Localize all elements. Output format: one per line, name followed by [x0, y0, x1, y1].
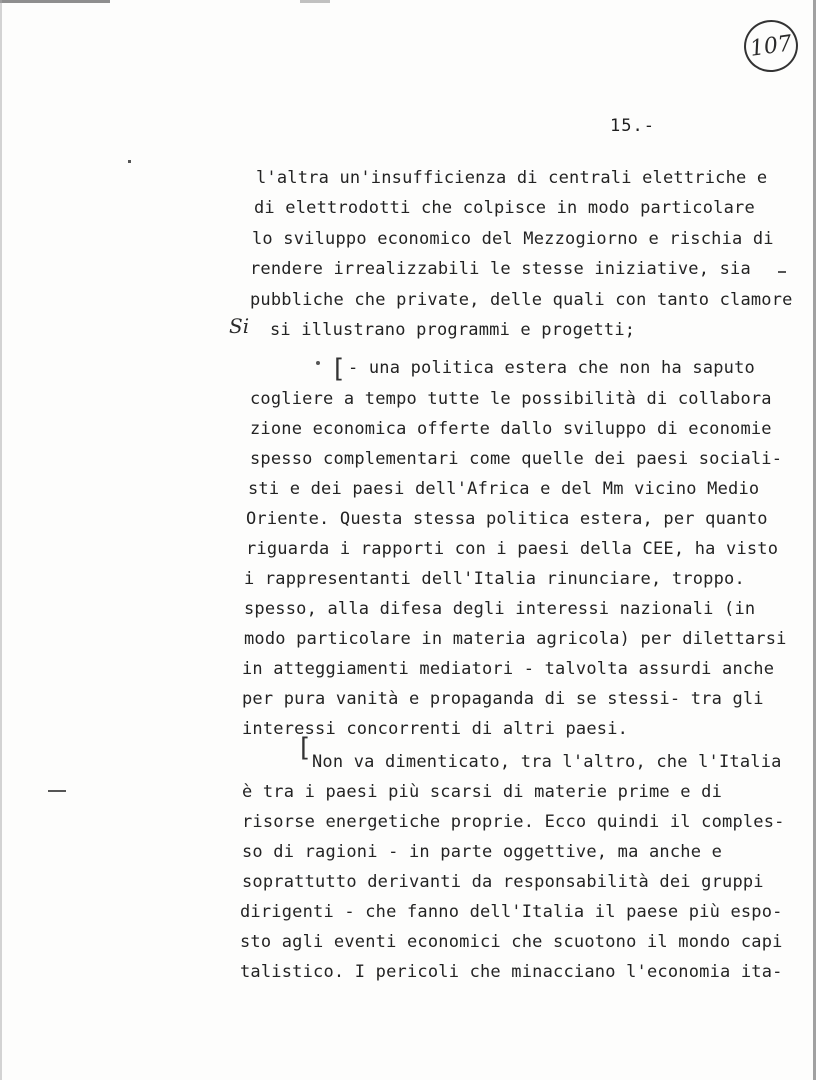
stamp-number: 107 — [748, 30, 794, 62]
margin-dash — [48, 790, 66, 792]
text-line: per pura vanità e propaganda di se stessi- tra gli — [242, 689, 764, 709]
margin-dash — [778, 271, 786, 273]
text-line: di elettrodotti che colpisce in modo particolare — [254, 198, 755, 218]
text-line: in atteggiamenti mediatori - talvolta assurdi anche — [242, 659, 775, 679]
text-line: - una politica estera che non ha saputo — [348, 358, 755, 378]
text-line: si illustrano programmi e progetti; — [270, 320, 636, 340]
text-line: Non va dimenticato, tra l'altro, che l'Italia — [312, 752, 782, 772]
paragraph-bracket: [ — [300, 733, 311, 763]
text-line: soprattutto derivanti da responsabilità dei gruppi — [242, 872, 764, 892]
text-line: spesso, alla difesa degli interessi nazionali (in — [244, 599, 756, 619]
margin-dot — [316, 361, 320, 365]
handwritten-margin-note: Si — [229, 314, 250, 338]
text-line: Oriente. Questa stessa politica estera, per quanto — [246, 509, 768, 529]
text-line: zione economica offerte dallo sviluppo di economie — [250, 419, 772, 439]
text-line: so di ragioni - in parte oggettive, ma anche e — [242, 842, 723, 862]
paragraph-bracket: [ — [334, 354, 345, 384]
text-line: rendere irrealizzabili le stesse iniziative, sia — [250, 259, 751, 279]
text-line: lo sviluppo economico del Mezzogiorno e rischia di — [252, 229, 774, 249]
text-line: pubbliche che private, delle quali con tanto clamore — [250, 290, 793, 310]
text-line: risorse energetiche proprie. Ecco quindi il comples- — [242, 812, 785, 832]
text-line: sto agli eventi economici che scuotono il mondo capi — [240, 932, 783, 952]
page-number: 15.- — [610, 116, 655, 136]
text-line: l'altra un'insufficienza di centrali elettriche e — [256, 168, 768, 188]
text-line: riguarda i rapporti con i paesi della CEE, ha visto — [246, 539, 779, 559]
text-line: i rappresentanti dell'Italia rinunciare, troppo. — [244, 569, 745, 589]
text-line: spesso complementari come quelle dei paesi sociali- — [250, 449, 783, 469]
text-line: è tra i paesi più scarsi di materie prime e di — [242, 782, 723, 802]
text-line: talistico. I pericoli che minacciano l'economia ita- — [240, 962, 783, 982]
scan-edge-left — [0, 0, 2, 1080]
text-line: interessi concorrenti di altri paesi. — [242, 719, 629, 739]
text-line: cogliere a tempo tutte le possibilità di collabora — [250, 389, 772, 409]
scan-edge-top — [0, 0, 816, 3]
text-line: modo particolare in materia agricola) per dilettarsi — [244, 629, 787, 649]
text-line: sti e dei paesi dell'Africa e del Mm vicino Medio — [248, 479, 760, 499]
archive-stamp — [741, 16, 802, 75]
text-line: dirigenti - che fanno dell'Italia il paese più espo- — [240, 902, 783, 922]
margin-speck — [128, 160, 131, 163]
